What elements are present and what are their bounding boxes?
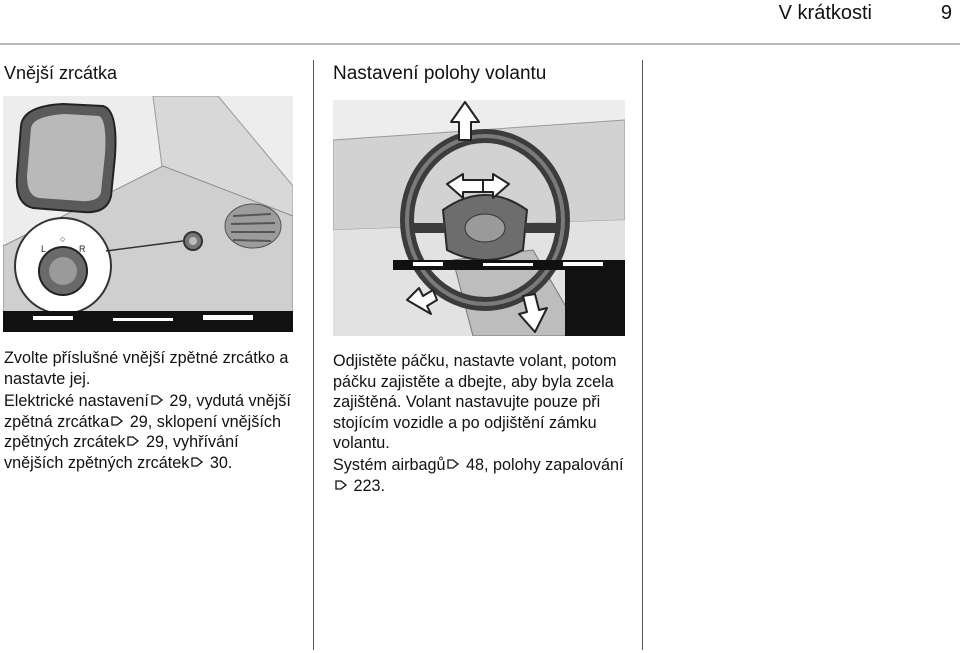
page-reference-arrow-icon: [190, 455, 204, 469]
column-divider-right: [642, 60, 643, 650]
steering-ref-text-2: 48, polohy zapalování: [461, 456, 624, 474]
mirror-ref-text-4: 29, vyhřívání vnějších zpětných zrcátek: [4, 433, 239, 472]
mirror-ref-text-2: 29, vydutá vnější zpětná zrcátka: [4, 392, 291, 431]
svg-text:○: ○: [60, 234, 66, 244]
steering-ref-text-3: 223.: [349, 476, 386, 495]
mirror-paragraph-references: [4, 391, 299, 473]
mirror-ref-text-3: 29, sklopení vnějších zpětných zrcátek: [4, 412, 281, 451]
mirror-ref-text-1: Elektrické nastavení: [4, 392, 149, 410]
svg-text:L: L: [41, 244, 47, 254]
page-reference-arrow-icon: [126, 434, 140, 448]
section-title-mirrors: Vnější zrcátka: [4, 63, 118, 83]
page-reference-arrow-icon: [334, 478, 348, 492]
page-reference-arrow-icon: [446, 457, 460, 471]
mirror-ref-text-5: 30.: [205, 453, 233, 472]
section-title-steering: Nastavení polohy volantu: [333, 63, 547, 84]
page-reference-arrow-icon: [150, 393, 164, 407]
page-number: 9: [940, 2, 952, 24]
page-reference-arrow-icon: [110, 414, 124, 428]
header-rule: [0, 43, 960, 45]
steering-wheel-illustration: [333, 100, 625, 336]
mirror-control-illustration: [3, 96, 293, 332]
column-divider-left: [313, 60, 314, 650]
mirror-paragraph-select: Zvolte příslušné vnější zpětné zrcátko a nastavte jej.: [4, 349, 289, 388]
steering-paragraph-instructions: Odjistěte páčku, nastavte volant, potom páčku zajistěte a dbejte, aby byla zcela zajištěná. Volant nastavujte pouze při stojícím vozidle a po odjištění zámku volantu.: [333, 352, 617, 452]
svg-text:R: R: [79, 244, 86, 254]
steering-paragraph-references: [333, 455, 633, 496]
steering-ref-text-1: Systém airbagů: [333, 456, 446, 474]
running-header-title: V krátkosti: [778, 2, 872, 24]
